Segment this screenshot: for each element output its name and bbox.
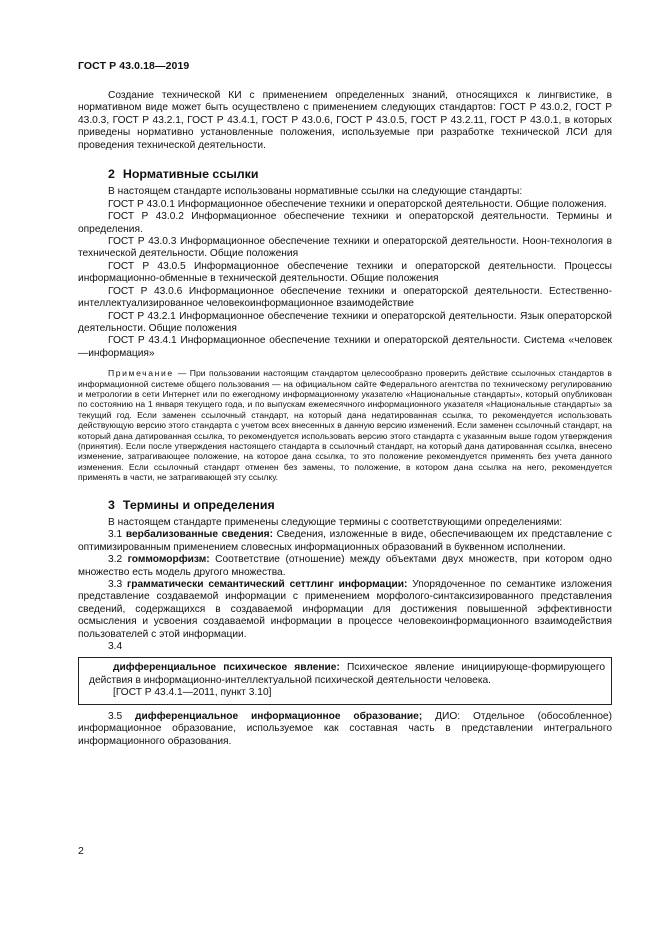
term-number: 3.2 xyxy=(108,554,123,566)
normative-ref: ГОСТ Р 43.0.6 Информационное обеспечение техники и операторской деятельности. Естественно-интеллектуализированное человекоинформационное взаимодействие xyxy=(78,285,612,310)
note-paragraph xyxy=(78,368,612,482)
term-name: дифференциальное психическое явление: xyxy=(113,662,340,674)
section-3-number: 3 xyxy=(108,497,115,512)
term-name: дифференциальное информационное образование; xyxy=(135,710,423,722)
note-text: — При пользовании настоящим стандартом целесообразно проверить действие ссылочных стандартов в информационной системе общего пользования — на официальном сайте Федерального агентства по техническому регулированию и метрологии в сети Интернет или по ежегодному информационному указателю «Национальные стандарты», который опубликован по состоянию на 1 января текущего года, и по выпускам ежемесячного информационного указателя «Национальные стандарты» за текущий год. Если заменен ссылочный стандарт, на который дана недатированная ссылка, то рекомендуется использовать действующую версию этого стандарта с учетом всех внесенных в данную версию изменений. Если заменен ссылочный стандарт, на который дана датированная ссылка, то рекомендуется использовать версию этого стандарта с указанным выше годом утверждения (принятия). Если после утверждения настоящего стандарта в ссылочный стандарт, на который дана датированная ссылка, внесено изменение, затрагивающее положение, на которое дана ссылка, то это положение рекомендуется применять без учета данного изменения. Если ссылочный стандарт отменен без замены, то положение, в котором дана ссылка на него, рекомендуется применять в части, не затрагивающей эту ссылку. xyxy=(78,368,612,483)
normative-ref: ГОСТ Р 43.2.1 Информационное обеспечение техники и операторской деятельности. Язык операторской деятельности. Общие положения xyxy=(78,310,612,334)
term-number: 3.1 xyxy=(108,529,123,541)
section-2-title: Нормативные ссылки xyxy=(122,167,259,182)
term-number: 3.5 xyxy=(108,710,123,722)
document-header: ГОСТ Р 43.0.18—2019 xyxy=(78,60,190,72)
section-2-heading xyxy=(108,168,612,180)
term-3-5 xyxy=(78,711,612,748)
term-3-2 xyxy=(78,554,612,579)
normative-ref: ГОСТ Р 43.0.3 Информационное обеспечение техники и операторской деятельности. Ноон-технология в технической деятельности. Общие положения xyxy=(78,236,612,260)
page-number: 2 xyxy=(78,845,84,857)
normative-ref: ГОСТ Р 43.0.1 Информационное обеспечение техники и операторской деятельности. Общие положения. xyxy=(108,198,607,210)
term-3-4-box xyxy=(78,657,612,704)
note-label: Примечание xyxy=(108,368,174,379)
section-3-heading xyxy=(108,499,612,511)
term-source: [ГОСТ Р 43.4.1—2011, пункт 3.10] xyxy=(113,687,272,699)
term-name: гоммоморфизм: xyxy=(127,554,210,566)
section-3-title: Термины и определения xyxy=(122,497,275,512)
normative-ref: ГОСТ Р 43.4.1 Информационное обеспечение техники и операторской деятельности. Система «человек—информация» xyxy=(78,335,612,359)
term-name: грамматически семантический сеттлинг информации: xyxy=(127,579,408,591)
term-definition: Соответствие (отношение) между объектами двух множеств, при котором одно множество есть модель другого множества. xyxy=(78,554,612,578)
term-number: 3.3 xyxy=(108,579,123,591)
term-definition: Психическое явление инициирующе-формирующего действия в информационно-интеллектуальной психической деятельности человека. xyxy=(89,662,605,686)
term-3-4 xyxy=(89,662,605,687)
term-definition: Сведения, изложенные в виде, обеспечивающем их представление с оптимизированным применением словесных информационных образований в буквенном исполнении. xyxy=(78,529,612,553)
term-definition: Упорядоченное по семантике изложения представление создаваемой информации с применением морфолого-синтаксизированного представления сведений, содержащихся в создаваемой информации для достижения повышенной эффективности осмысления и усвоения создаваемой информации в процессе человекоинформационного взаимодействия пользователей с этой информации. xyxy=(78,579,612,640)
term-name: вербализованные сведения: xyxy=(125,529,273,541)
section-3-lead: В настоящем стандарте применены следующие термины с соответствующими определениями: xyxy=(108,517,563,528)
intro-paragraph: Создание технической КИ с применением определенных знаний, относящихся к лингвистике, в нормативном виде может быть осуществлено с применением следующих стандартов: ГОСТ Р 43.0.2, ГОСТ Р 43.0.3, ГОСТ Р 43.2.1, ГОСТ Р 43.4.1, ГОСТ Р 43.0.6, ГОСТ Р 43.0.5, ГОСТ Р 43.2.11, ГОСТ Р 43.0.1, в которых приведены нормативно установленные положения, используемые при разработке технической ЛСИ для проведения технической деятельности. xyxy=(78,90,612,151)
term-3-1 xyxy=(78,529,612,554)
document-body xyxy=(78,90,612,748)
term-definition: ДИО: Отдельное (обособленное) информационное образование, используемое как составная часть в представлении интегрального информационного образования. xyxy=(78,710,612,747)
term-3-3 xyxy=(78,579,612,641)
section-2-lead: В настоящем стандарте использованы нормативные ссылки на следующие стандарты: xyxy=(108,186,523,198)
term-3-4-number: 3.4 xyxy=(108,641,123,653)
section-2-number: 2 xyxy=(108,167,115,182)
normative-ref: ГОСТ Р 43.0.5 Информационное обеспечение техники и операторской деятельности. Процессы информационно-обменные в технической деятельности. Общие положения xyxy=(78,260,612,285)
normative-ref: ГОСТ Р 43.0.2 Информационное обеспечение техники и операторской деятельности. Термины и определения. xyxy=(78,211,612,235)
